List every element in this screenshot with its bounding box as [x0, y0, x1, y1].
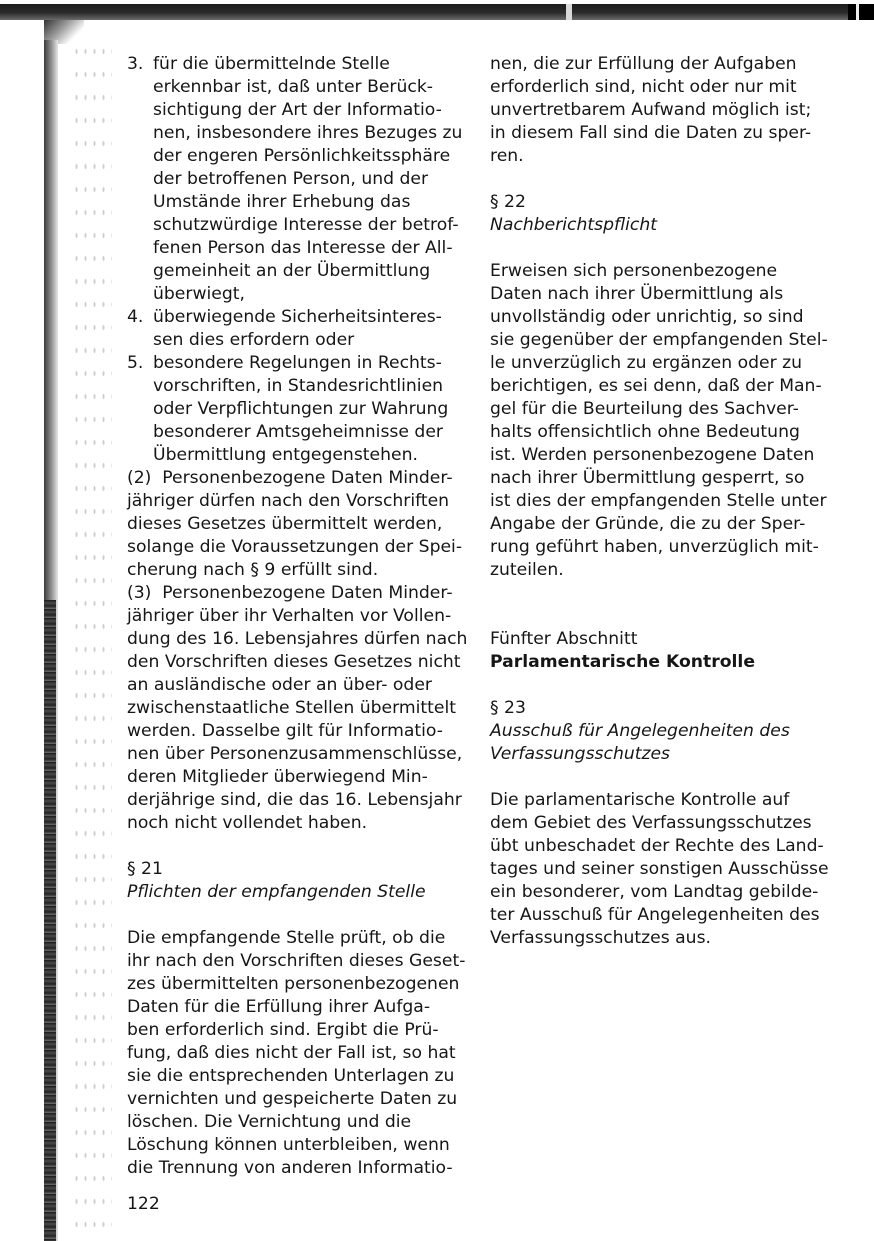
- scan-top-block-gap: [856, 4, 859, 20]
- section-23-title-line: Ausschuß für Angelegenheiten des: [490, 721, 790, 741]
- scan-left-speckle: [72, 40, 112, 1241]
- text-line: jähriger dürfen nach den Vorschriften: [127, 491, 450, 511]
- scan-left-edge-dark: [44, 600, 56, 1241]
- text-line: Angabe der Gründe, die zu der Sper-: [490, 514, 806, 534]
- text-line: dieses Gesetzes übermittelt werden,: [127, 514, 443, 534]
- text-line: zwischenstaatliche Stellen übermittelt: [127, 698, 456, 718]
- text-line: unvertretbarem Aufwand möglich ist;: [490, 100, 812, 120]
- section-21-body: [127, 927, 469, 1180]
- section-22-body: [490, 260, 830, 582]
- text-line: jähriger über ihr Verhalten vor Vollen-: [127, 606, 452, 626]
- list-number: 3.: [127, 54, 144, 74]
- text-line: noch nicht vollendet haben.: [127, 813, 368, 833]
- right-column: [490, 53, 830, 950]
- text-line: ein besonderer, vom Landtag gebilde-: [490, 882, 819, 902]
- left-column: [127, 53, 469, 1180]
- chapter-label: Fünfter Abschnitt: [490, 629, 638, 649]
- text-line: für die übermittelnde Stelle: [153, 54, 390, 74]
- text-line: halts offensichtlich ohne Bedeutung: [490, 422, 800, 442]
- text-line: gemeinheit an der Übermittlung: [153, 261, 431, 281]
- text-line: Löschung können unterbleiben, wenn: [127, 1135, 450, 1155]
- text-line: cherung nach § 9 erfüllt sind.: [127, 560, 379, 580]
- text-line: fung, daß dies nicht der Fall ist, so hat: [127, 1043, 456, 1063]
- text-line: ist dies der empfangenden Stelle unter: [490, 491, 827, 511]
- text-line: zuteilen.: [490, 560, 564, 580]
- page-number: 122: [127, 1194, 160, 1214]
- text-line: der betroffenen Person, und der: [153, 169, 429, 189]
- text-line: solange die Voraussetzungen der Spei-: [127, 537, 463, 557]
- list-number: 4.: [127, 307, 144, 327]
- scan-top-block: [848, 4, 874, 20]
- text-line: unvollständig oder unrichtig, so sind: [490, 307, 804, 327]
- text-line: vorschriften, in Standesrichtlinien: [153, 376, 444, 396]
- paragraph-2: [127, 467, 469, 582]
- text-line: schutzwürdige Interesse der betrof-: [153, 215, 459, 235]
- scan-left-edge: [44, 40, 58, 1241]
- continuation-paragraph: [490, 53, 830, 168]
- text-line: ihr nach den Vorschriften dieses Geset-: [127, 951, 466, 971]
- text-line: sie gegenüber der empfangenden Stel-: [490, 330, 828, 350]
- section-22-title: Nachberichtspflicht: [490, 215, 657, 235]
- text-line: erforderlich sind, nicht oder nur mit: [490, 77, 797, 97]
- text-line: dung des 16. Lebensjahres dürfen nach: [127, 629, 468, 649]
- text-line: berichtigen, es sei denn, daß der Man-: [490, 376, 822, 396]
- section-23-title-line: Verfassungsschutzes: [490, 744, 671, 764]
- text-line: der engeren Persönlichkeitssphäre: [153, 146, 451, 166]
- scan-top-gap: [566, 4, 572, 20]
- text-line: nen, die zur Erfüllung der Aufgaben: [490, 54, 797, 74]
- text-line: ren.: [490, 146, 524, 166]
- text-line: in diesem Fall sind die Daten zu sper-: [490, 123, 812, 143]
- text-line: ben erforderlich sind. Ergibt die Prü-: [127, 1020, 439, 1040]
- text-line: löschen. Die Vernichtung und die: [127, 1112, 412, 1132]
- text-line: Übermittlung entgegenstehen.: [153, 445, 418, 465]
- text-line: erkennbar ist, daß unter Berück-: [153, 77, 434, 97]
- text-line: (3) Personenbezogene Daten Minder-: [127, 583, 453, 603]
- text-line: Die empfangende Stelle prüft, ob die: [127, 928, 446, 948]
- section-23-body: [490, 789, 830, 950]
- list-item-4: [127, 306, 469, 352]
- text-line: deren Mitglieder überwiegend Min-: [127, 767, 428, 787]
- text-line: ist. Werden personenbezogene Daten: [490, 445, 815, 465]
- text-line: Die parlamentarische Kontrolle auf: [490, 790, 790, 810]
- text-line: besondere Regelungen in Rechts-: [153, 353, 442, 373]
- text-line: vernichten und gespeicherte Daten zu: [127, 1089, 458, 1109]
- text-line: an ausländische oder an über- oder: [127, 675, 432, 695]
- text-line: sen dies erfordern oder: [153, 330, 355, 350]
- paragraph-3: [127, 582, 469, 835]
- text-line: ter Ausschuß für Angelegenheiten des: [490, 905, 820, 925]
- text-line: oder Verpflichtungen zur Wahrung: [153, 399, 449, 419]
- list-text: [153, 306, 469, 352]
- text-line: besonderer Amtsgeheimnisse der: [153, 422, 443, 442]
- text-line: derjährige sind, die das 16. Lebensjahr: [127, 790, 462, 810]
- text-line: den Vorschriften dieses Gesetzes nicht: [127, 652, 461, 672]
- text-line: überwiegt,: [153, 284, 245, 304]
- text-line: rung geführt haben, unverzüglich mit-: [490, 537, 819, 557]
- text-line: nen, insbesondere ihres Bezuges zu: [153, 123, 463, 143]
- section-21-number: § 21: [127, 859, 163, 879]
- text-line: Verfassungsschutzes aus.: [490, 928, 711, 948]
- text-line: überwiegende Sicherheitsinteres-: [153, 307, 442, 327]
- list-text: [153, 352, 469, 467]
- text-line: zes übermittelten personenbezogenen: [127, 974, 460, 994]
- text-line: die Trennung von anderen Informatio-: [127, 1158, 453, 1178]
- list-text: [153, 53, 469, 306]
- scan-top-edge: [0, 4, 874, 20]
- section-23-number: § 23: [490, 698, 526, 718]
- text-line: dem Gebiet des Verfassungsschutzes: [490, 813, 812, 833]
- text-line: tages und seiner sonstigen Ausschüsse: [490, 859, 829, 879]
- list-item-3: [127, 53, 469, 306]
- text-line: sie die entsprechenden Unterlagen zu: [127, 1066, 455, 1086]
- text-line: Umstände ihrer Erhebung das: [153, 192, 411, 212]
- text-line: nen über Personenzusammenschlüsse,: [127, 744, 463, 764]
- text-line: werden. Dasselbe gilt für Informatio-: [127, 721, 443, 741]
- text-line: fenen Person das Interesse der All-: [153, 238, 453, 258]
- text-line: Erweisen sich personenbezogene: [490, 261, 778, 281]
- section-21-title: Pflichten der empfangenden Stelle: [127, 882, 426, 902]
- text-line: Daten nach ihrer Übermittlung als: [490, 284, 784, 304]
- text-line: (2) Personenbezogene Daten Minder-: [127, 468, 453, 488]
- section-22-number: § 22: [490, 192, 526, 212]
- list-item-5: [127, 352, 469, 467]
- list-number: 5.: [127, 353, 144, 373]
- text-line: le unverzüglich zu ergänzen oder zu: [490, 353, 803, 373]
- chapter-title: Parlamentarische Kontrolle: [490, 652, 755, 672]
- text-line: nach ihrer Übermittlung gesperrt, so: [490, 468, 805, 488]
- text-line: Daten für die Erfüllung ihrer Aufga-: [127, 997, 431, 1017]
- text-line: gel für die Beurteilung des Sachver-: [490, 399, 799, 419]
- text-line: übt unbeschadet der Rechte des Land-: [490, 836, 824, 856]
- text-line: sichtigung der Art der Informatio-: [153, 100, 442, 120]
